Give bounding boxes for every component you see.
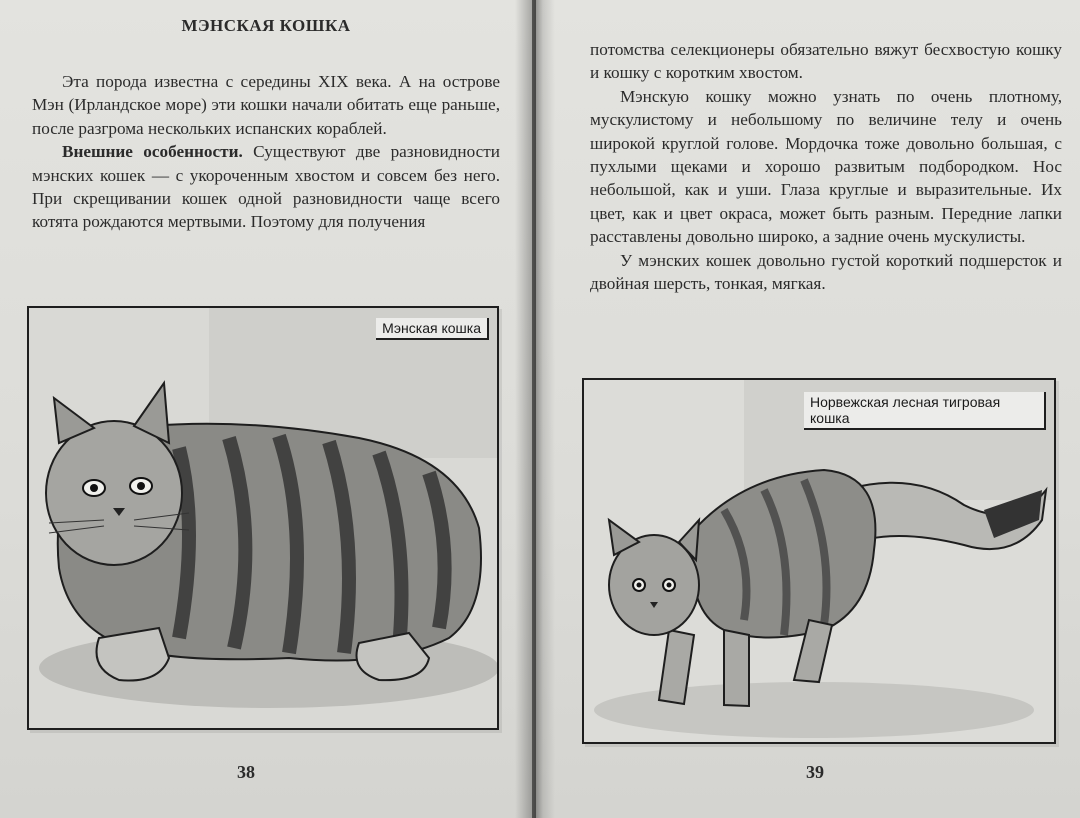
left-page [0,0,532,818]
chapter-title: МЭНСКАЯ КОШКА [181,16,351,35]
left-page-text [32,70,500,234]
figure-caption-manx: Мэнская кошка [376,318,489,340]
norwegian-cat-illustration [584,380,1054,742]
paragraph-intro: Эта порода известна с середины XIX века. А на острове Мэн (Ирландское море) эти кошки начали обитать еще раньше, после разгрома нескольких испанских кораблей. [32,72,500,138]
paragraph-coat: У мэнских кошек довольно густой короткий подшерсток и двойная шерсть, тонкая, мягкая. [590,250,1062,294]
subheading-features: Внешние особенности. [62,142,243,162]
figure-manx-cat [27,306,499,730]
right-page [536,0,1080,818]
right-page-text [590,38,1062,295]
manx-cat-illustration [29,308,497,728]
figure-norwegian-cat [582,378,1056,744]
paragraph-appearance: Мэнскую кошку можно узнать по очень плотному, мускулистому и небольшому по величине телу и очень широкой круглой голове. Мордочка тоже довольно большая, с пухлыми щеками и хорошо развитым подбородком. Нос небольшой, как и уши. Глаза круглые и выразительные. Их цвет, как и цвет окраса, может быть разным. Передние лапки расставлены довольно широко, а задние очень мускулисты. [590,86,1062,247]
page-number-right: 39 [806,762,824,782]
figure-caption-norwegian: Норвежская лесная тигровая кошка [804,392,1046,430]
paragraph-features-text: Существуют две разновидности мэнских кошек — с укороченным хвостом и совсем без него. При скрещивании кошек одной разновидности чаще всего котята рождаются мертвыми. Поэтому для получения [32,142,500,232]
paragraph-continued: потомства селекционеры обязательно вяжут бесхвостую кошку и кошку с коротким хвостом. [590,40,1062,83]
paragraph-features [32,140,500,234]
page-number-left: 38 [237,762,255,782]
